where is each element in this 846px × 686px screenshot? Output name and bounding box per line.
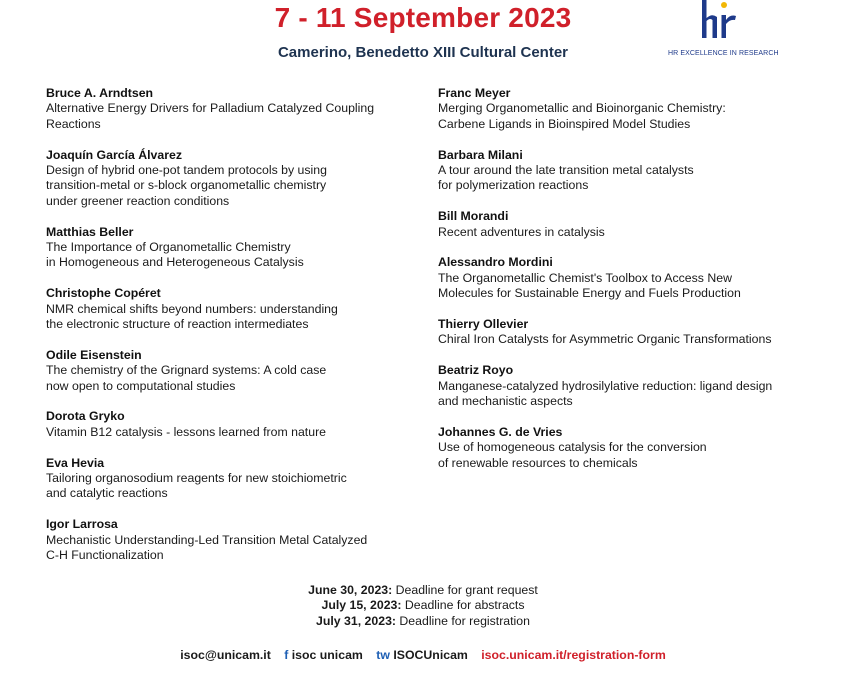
speakers-right-column — [438, 86, 838, 486]
deadline-date: July 31, 2023: — [316, 613, 396, 628]
talk-title: NMR chemical shifts beyond numbers: understanding the electronic structure of reaction intermediates — [46, 301, 338, 332]
deadlines — [0, 583, 846, 629]
speaker-name: Dorota Gryko — [46, 409, 125, 424]
hr-excellence-logo — [668, 0, 779, 62]
talk-title: Recent adventures in catalysis — [438, 224, 605, 239]
speaker-entry — [46, 456, 426, 502]
twitter-link[interactable] — [376, 648, 468, 662]
talk-title: The chemistry of the Grignard systems: A cold case now open to computational studies — [46, 363, 327, 393]
talk-title: Chiral Iron Catalysts for Asymmetric Organic Transformations — [438, 332, 772, 347]
deadline-date: July 15, 2023: — [321, 598, 402, 613]
talk-title: Manganese-catalyzed hydrosilylative reduction: ligand design and mechanistic aspects — [438, 378, 773, 409]
speaker-name: Alessandro Mordini — [438, 255, 553, 270]
facebook-link[interactable] — [284, 648, 363, 662]
speaker-entry — [46, 517, 426, 563]
speaker-name: Johannes G. de Vries — [438, 424, 563, 439]
hr-logo-icon — [698, 0, 742, 44]
speaker-name: Christophe Copéret — [46, 286, 161, 301]
deadline-item — [0, 614, 846, 629]
deadline-text: Deadline for abstracts — [401, 598, 525, 613]
talk-title: Design of hybrid one-pot tandem protocols by using transition-metal or s-block organometallic chemistry under greener reaction conditions — [46, 163, 327, 208]
speaker-entry — [438, 425, 838, 471]
speaker-entry — [438, 363, 838, 409]
email-link[interactable]: isoc@unicam.it — [180, 648, 271, 662]
speaker-entry — [438, 148, 838, 194]
speaker-entry — [46, 86, 426, 132]
talk-title: Vitamin B12 catalysis - lessons learned from nature — [46, 424, 327, 439]
speaker-name: Eva Hevia — [46, 455, 105, 470]
twitter-name: ISOCUnicam — [393, 648, 468, 662]
talk-title: Use of homogeneous catalysis for the conversion of renewable resources to chemicals — [438, 440, 707, 470]
talk-title: Merging Organometallic and Bioinorganic Chemistry: Carbene Ligands in Bioinspired Model Studies — [438, 101, 726, 131]
speaker-entry — [438, 209, 838, 240]
contact-footer — [0, 648, 846, 662]
speaker-name: Joaquín García Álvarez — [46, 147, 183, 162]
speaker-entry — [46, 148, 426, 210]
talk-title: Mechanistic Understanding-Led Transition Metal Catalyzed C-H Functionalization — [46, 532, 368, 563]
speaker-name: Beatriz Royo — [438, 363, 514, 378]
speakers-left-column — [46, 86, 426, 579]
deadline-text: Deadline for grant request — [392, 583, 538, 597]
deadline-item — [0, 598, 846, 613]
speaker-entry — [438, 86, 838, 132]
speaker-entry — [438, 255, 838, 301]
speaker-name: Matthias Beller — [46, 224, 134, 239]
deadline-item — [0, 583, 846, 598]
speaker-entry — [46, 409, 426, 440]
facebook-name: isoc unicam — [291, 648, 363, 662]
registration-link[interactable]: isoc.unicam.it/registration-form — [481, 648, 666, 662]
speaker-entry — [46, 225, 426, 271]
facebook-icon: f — [284, 648, 289, 662]
deadline-text: Deadline for registration — [396, 613, 530, 628]
twitter-icon: tw — [376, 648, 390, 662]
speaker-name: Igor Larrosa — [46, 517, 118, 532]
talk-title: Tailoring organosodium reagents for new stoichiometric and catalytic reactions — [46, 471, 347, 501]
event-date: 7 - 11 September 2023 — [274, 2, 572, 33]
talk-title: A tour around the late transition metal catalysts for polymerization reactions — [438, 163, 694, 193]
speaker-name: Bruce A. Arndtsen — [46, 86, 154, 100]
speaker-entry — [438, 317, 838, 348]
speaker-name: Bill Morandi — [438, 209, 509, 224]
speaker-entry — [46, 286, 426, 332]
hr-logo-caption: HR EXCELLENCE IN RESEARCH — [668, 50, 779, 57]
event-venue: Camerino, Benedetto XIII Cultural Center — [277, 44, 569, 61]
talk-title: The Organometallic Chemist's Toolbox to Access New Molecules for Sustainable Energy and Fuels Production — [438, 270, 741, 301]
deadline-date: June 30, 2023: — [308, 583, 393, 597]
speaker-name: Franc Meyer — [438, 86, 511, 100]
speaker-entry — [46, 348, 426, 394]
speaker-name: Odile Eisenstein — [46, 347, 142, 362]
speaker-name: Thierry Ollevier — [438, 317, 529, 332]
speaker-name: Barbara Milani — [438, 147, 523, 162]
talk-title: The Importance of Organometallic Chemistry in Homogeneous and Heterogeneous Catalysis — [46, 240, 304, 270]
talk-title: Alternative Energy Drivers for Palladium Catalyzed Coupling Reactions — [46, 101, 375, 131]
